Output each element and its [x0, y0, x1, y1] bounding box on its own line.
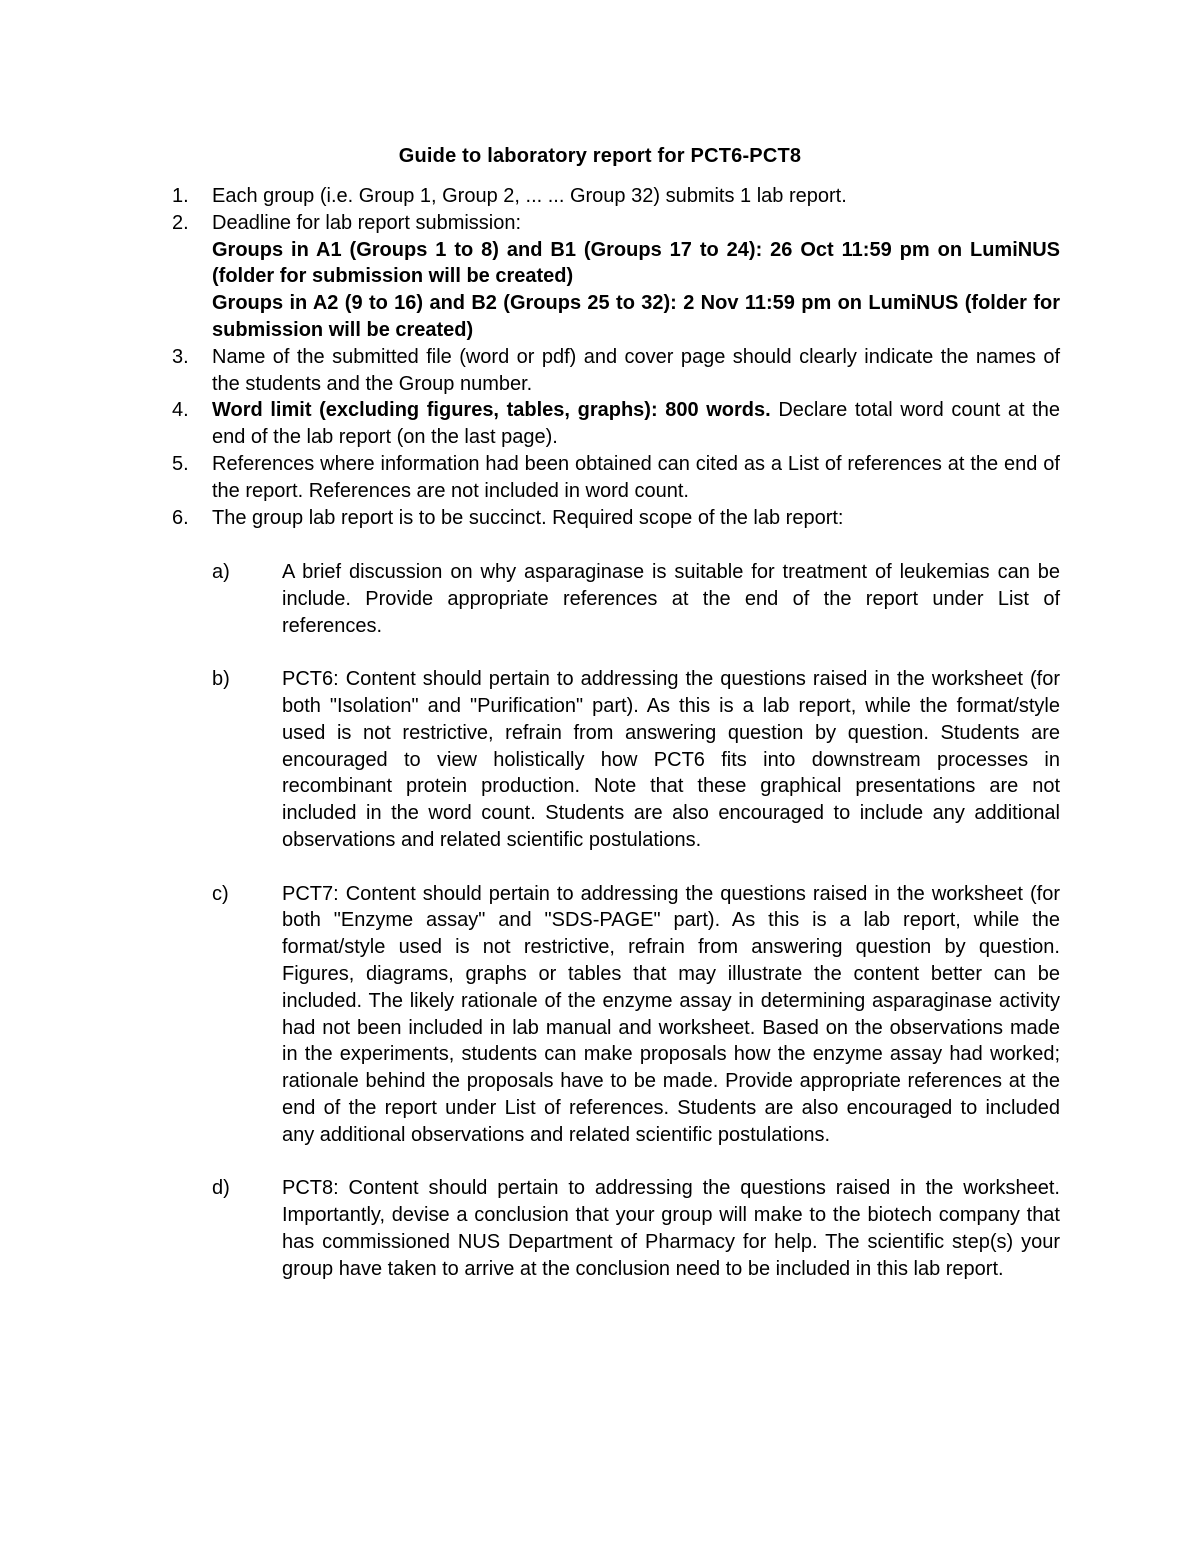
list-item [172, 210, 1060, 344]
guideline-list [172, 183, 1060, 531]
list-item-text: Each group (i.e. Group 1, Group 2, ... ... Group 32) submits 1 lab report. [212, 185, 847, 207]
scope-marker: b) [212, 668, 230, 691]
list-marker: 1. [172, 185, 189, 207]
word-count-instruction: Declare total word count at the end of the lab report (on the last page). [212, 399, 1060, 449]
list-item [172, 183, 1060, 210]
list-item [172, 505, 1060, 532]
list-item-text: Name of the submitted file (word or pdf) and cover page should clearly indicate the names of the students and the Group number. [212, 345, 1060, 395]
scope-item [212, 881, 1060, 1149]
list-item-text [212, 397, 1060, 451]
list-marker: 2. [172, 211, 189, 234]
list-marker: 6. [172, 506, 189, 529]
scope-marker: a) [212, 561, 230, 583]
scope-item [212, 666, 1060, 854]
deadline-a1-b1: Groups in A1 (Groups 1 to 8) and B1 (Groups 17 to 24): 26 Oct 11:59 pm on LumiNUS (folder for submission will be created) [212, 238, 1060, 288]
list-item-text: Deadline for lab report submission: [212, 211, 522, 234]
list-marker: 3. [172, 345, 189, 368]
deadline-a2-b2: Groups in A2 (9 to 16) and B2 (Groups 25 to 32): 2 Nov 11:59 pm on LumiNUS (folder for submission will be created) [212, 292, 1060, 341]
list-item-text: References where information had been obtained can cited as a List of references at the end of the report. References are not included in word count. [212, 452, 1060, 502]
scope-text: PCT6: Content should pertain to addressing the questions raised in the worksheet (for both "Isolation" and "Purification" part). As this is a lab report, while the format/style used is not restrictive, refrain from answering question by question. Students are encouraged to view holistically how PCT6 fits into downstream processes in recombinant protein production. Note that these graphical presentations are not included in the word count. Students are also encouraged to include any additional observations and related scientific postulations. [282, 668, 1060, 851]
scope-list [212, 559, 1060, 1309]
scope-text: A brief discussion on why asparaginase is suitable for treatment of leukemias can be include. Provide appropriate references at the end of the report under List of references. [282, 561, 1060, 637]
scope-text: PCT7: Content should pertain to addressing the questions raised in the worksheet (for both "Enzyme assay" and "SDS-PAGE" part). As this is a lab report, while the format/style used is not restrictive, refrain from answering question by question. Figures, diagrams, graphs or tables that may illustrate the content better can be included. The likely rationale of the enzyme assay in determining asparaginase activity had not been included in lab manual and worksheet. Based on the observations made in the experiments, students can make proposals how the enzyme assay had worked; rationale behind the proposals have to be made. Provide appropriate references at the end of the report under List of references. Students are also encouraged to included any additional observations and related scientific postulations. [282, 882, 1060, 1146]
list-item [172, 397, 1060, 451]
scope-marker: d) [212, 1177, 230, 1200]
scope-item [212, 1175, 1060, 1282]
scope-text: PCT8: Content should pertain to addressing the questions raised in the worksheet. Importantly, devise a conclusion that your group will make to the biotech company that has commissioned NUS Department of Pharmacy for help. The scientific step(s) your group have taken to arrive at the conclusion need to be included in this lab report. [282, 1177, 1060, 1280]
list-marker: 4. [172, 399, 189, 422]
scope-item [212, 559, 1060, 639]
scope-marker: c) [212, 882, 229, 905]
list-item [172, 344, 1060, 398]
list-item-text: The group lab report is to be succinct. Required scope of the lab report: [212, 506, 844, 529]
word-limit-text: Word limit (excluding figures, tables, graphs): 800 words. [212, 399, 771, 422]
list-marker: 5. [172, 452, 189, 475]
document-title: Guide to laboratory report for PCT6-PCT8 [398, 145, 802, 167]
list-item [172, 451, 1060, 505]
